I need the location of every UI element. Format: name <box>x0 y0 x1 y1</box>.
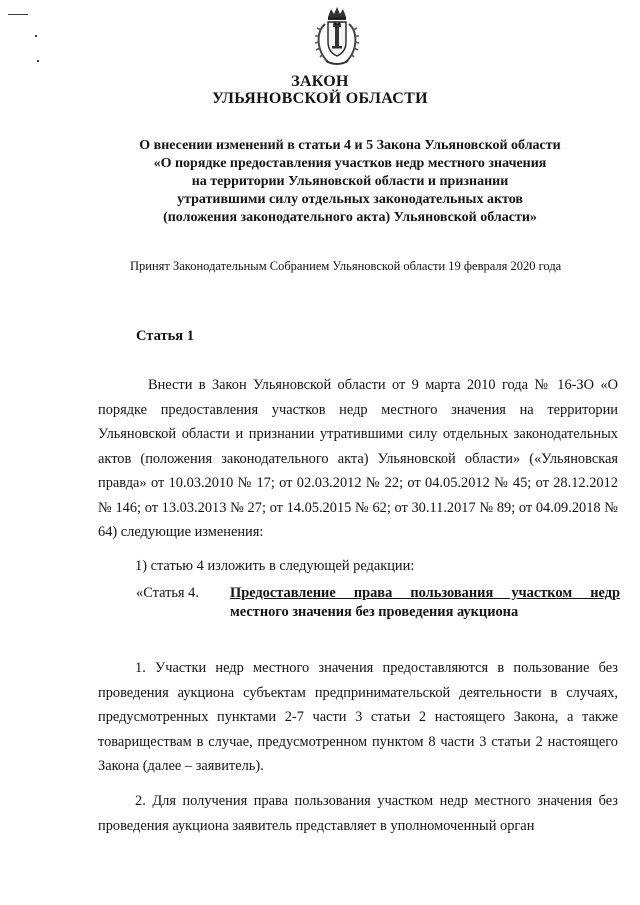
article-4-title-line: местного значения без проведения аукциона <box>230 604 519 620</box>
scan-mark <box>37 60 39 62</box>
article-paragraph: 1. Участки недр местного значения предоставляются в пользование без проведения аукциона субъектам предпринимательской деятельности в случаях, предусмотренных пунктами 2-7 части 3 статьи 2 настоящего Закона, а также товариществам в случае, предусмотренном пунктом 8 части 3 статьи 2 настоящего Закона (далее – заявитель). <box>98 660 618 774</box>
subject-line: О внесении изменений в статьи 4 и 5 Закона Ульяновской области <box>139 138 561 153</box>
article-4-title-line: Предоставление права пользования участком недр <box>230 585 620 601</box>
law-subject <box>100 137 600 227</box>
coat-of-arms-icon <box>312 4 362 70</box>
subject-line: утратившими силу отдельных законодательных актов <box>177 192 523 207</box>
subject-line: (положения законодательного акта) Ульяновской области» <box>163 210 537 225</box>
amendment-item: 1) статью 4 изложить в следующей редакции: <box>135 558 415 574</box>
scan-mark <box>35 35 37 37</box>
region-label: УЛЬЯНОВСКОЙ ОБЛАСТИ <box>212 90 428 107</box>
subject-line: «О порядке предоставления участков недр местного значения <box>153 156 547 171</box>
article-heading: Статья 1 <box>136 328 194 344</box>
article-4-label: «Статья 4. <box>136 585 199 601</box>
adoption-line: Принят Законодательным Собранием Ульяновской области 19 февраля 2020 года <box>130 259 562 273</box>
subject-line: на территории Ульяновской области и признании <box>191 174 509 189</box>
article-paragraph: 2. Для получения права пользования участком недр местного значения без проведения аукциона заявитель представляет в уполномоченный орган <box>98 793 618 834</box>
scan-mark <box>8 14 28 15</box>
article-paragraph: Внести в Закон Ульяновской области от 9 марта 2010 года № 16-ЗО «О порядке предоставления участков недр местного значения на территории Ульяновской области и признании утратившими силу отдельных законодательных актов (положения законодательного акта) Ульяновской области» («Ульяновская правда» от 10.03.2010 № 17; от 02.03.2012 № 22; от 04.05.2012 № 45; от 28.12.2012 № 146; от 13.03.2013 № 27; от 14.05.2015 № 62; от 30.11.2017 № 89; от 04.09.2018 № 64) следующие изменения: <box>98 377 618 540</box>
law-label: ЗАКОН <box>291 73 349 90</box>
article-4-title <box>230 584 620 622</box>
